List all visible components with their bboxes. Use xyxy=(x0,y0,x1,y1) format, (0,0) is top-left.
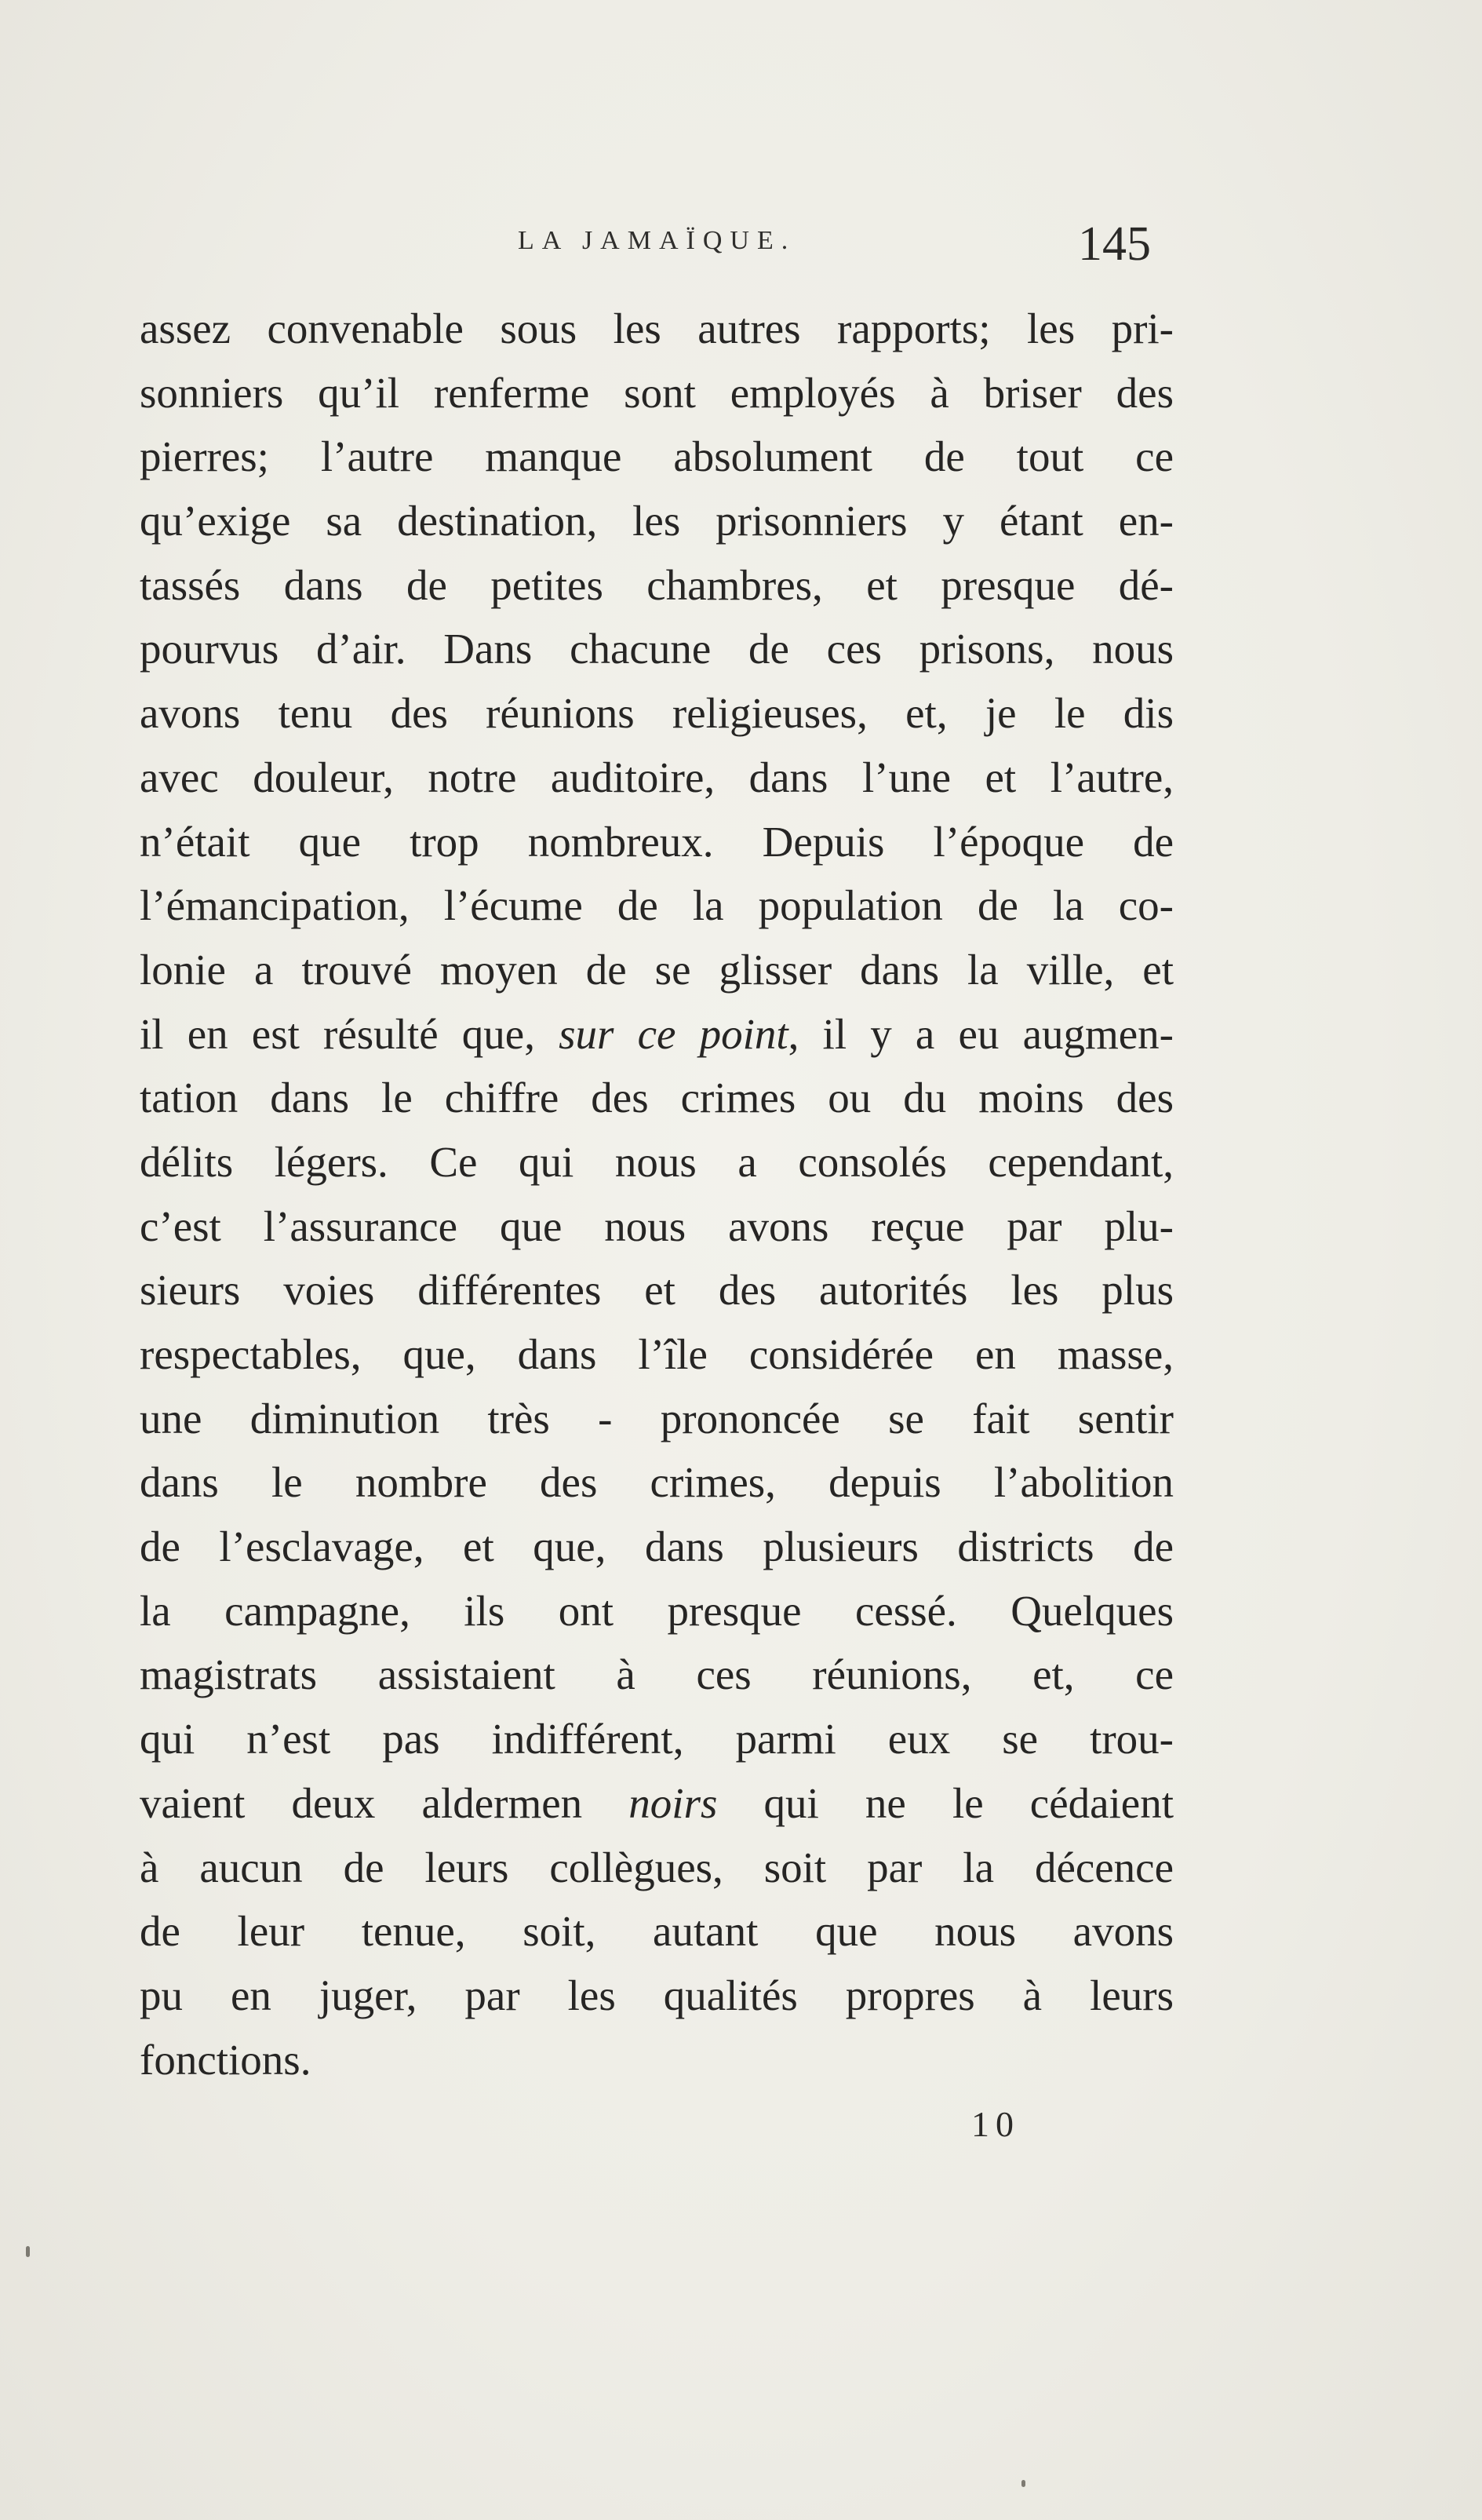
text-line xyxy=(140,1002,1174,1067)
text-line: sieurs voies différentes et des autorités les plus xyxy=(140,1266,1174,1315)
text-segment: il en est résulté que, xyxy=(140,1009,559,1058)
text-line: la campagne, ils ont presque cessé. Quelques xyxy=(140,1586,1174,1635)
text-line: pourvus d’air. Dans chacune de ces prisons, nous xyxy=(140,625,1174,673)
italic-phrase: noirs xyxy=(628,1778,718,1827)
paper-speck xyxy=(26,2246,30,2257)
text-line: l’émancipation, l’écume de la population de la co- xyxy=(140,881,1174,930)
paper-speck xyxy=(1021,2480,1025,2487)
text-line: qu’exige sa destination, les prisonniers y étant en- xyxy=(140,497,1174,545)
text-line: respectables, que, dans l’île considérée en masse, xyxy=(140,1330,1174,1378)
text-line: lonie a trouvé moyen de se glisser dans la ville, et xyxy=(140,945,1174,994)
text-line: pu en juger, par les qualités propres à leurs xyxy=(140,1971,1174,2019)
text-line: à aucun de leurs collègues, soit par la décence xyxy=(140,1843,1174,1891)
text-line: avons tenu des réunions religieuses, et, je le dis xyxy=(140,689,1174,738)
text-line: pierres; l’autre manque absolument de tout ce xyxy=(140,432,1174,481)
italic-phrase: sur ce point xyxy=(559,1009,788,1058)
text-line: fonctions. xyxy=(140,2035,311,2084)
text-line: n’était que trop nombreux. Depuis l’époque de xyxy=(140,817,1174,866)
text-segment: qui ne le cédaient xyxy=(717,1778,1174,1827)
text-line: qui n’est pas indifférent, parmi eux se trou- xyxy=(140,1715,1174,1763)
text-line: de leur tenue, soit, autant que nous avons xyxy=(140,1907,1174,1956)
running-title: LA JAMAÏQUE. xyxy=(518,226,796,255)
text-line: une diminution très - prononcée se fait sentir xyxy=(140,1394,1174,1442)
text-line: sonniers qu’il renferme sont employés à briser des xyxy=(140,368,1174,417)
text-line: assez convenable sous les autres rapports; les pri- xyxy=(140,305,1174,352)
text-line: magistrats assistaient à ces réunions, et, ce xyxy=(140,1650,1174,1699)
text-line: avec douleur, notre auditoire, dans l’une et l’autre, xyxy=(140,753,1174,801)
text-segment: vaient deux aldermen xyxy=(140,1778,629,1827)
text-line: c’est l’assurance que nous avons reçue par plu- xyxy=(140,1202,1174,1250)
page-number: 145 xyxy=(1078,217,1151,271)
text-line xyxy=(140,1771,1174,1836)
text-segment: , il y a eu augmen- xyxy=(788,1009,1174,1058)
text-line: délits légers. Ce qui nous a consolés cependant, xyxy=(140,1137,1174,1186)
text-line: dans le nombre des crimes, depuis l’abolition xyxy=(140,1458,1174,1507)
text-line: tation dans le chiffre des crimes ou du moins des xyxy=(140,1074,1174,1122)
text-line: tassés dans de petites chambres, et presque dé- xyxy=(140,560,1174,609)
body-text xyxy=(140,297,1174,2091)
text-line: de l’esclavage, et que, dans plusieurs districts de xyxy=(140,1523,1174,1571)
signature-mark: 10 xyxy=(971,2104,1020,2144)
